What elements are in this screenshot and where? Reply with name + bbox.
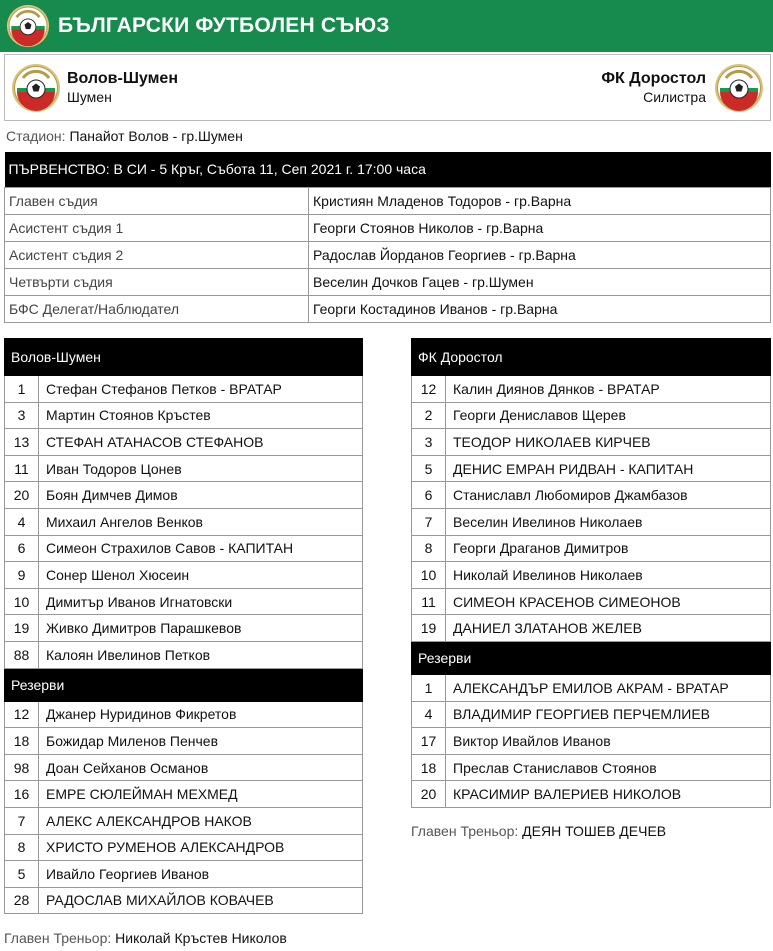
- reserve-row: [5, 701, 363, 728]
- player-name: Мартин Стоянов Кръстев: [39, 402, 363, 429]
- official-role: Асистент съдия 2: [5, 241, 309, 268]
- player-row: [5, 641, 363, 668]
- player-name: СИМЕОН КРАСЕНОВ СИМЕОНОВ: [446, 588, 771, 615]
- player-number: 98: [5, 754, 39, 781]
- reserve-row: [5, 807, 363, 834]
- player-name: Боян Димчев Димов: [39, 482, 363, 509]
- player-name: КРАСИМИР ВАЛЕРИЕВ НИКОЛОВ: [446, 781, 771, 808]
- player-number: 4: [412, 701, 446, 728]
- official-row: [5, 268, 771, 295]
- player-name: ДЕНИС ЕМРАН РИДВАН - КАПИТАН: [446, 455, 771, 482]
- away-squad-table: [411, 338, 771, 808]
- away-team-name: ФК Доростол: [601, 70, 706, 87]
- player-name: Калоян Ивелинов Петков: [39, 641, 363, 668]
- away-coach-label: Главен Треньор:: [411, 823, 519, 839]
- stadium-info: [6, 128, 243, 144]
- player-row: [412, 402, 771, 429]
- reserve-row: [412, 781, 771, 808]
- player-name: РАДОСЛАВ МИХАЙЛОВ КОВАЧЕВ: [39, 887, 363, 914]
- player-name: Джанер Нуридинов Фикретов: [39, 701, 363, 728]
- player-name: Доан Сейханов Османов: [39, 754, 363, 781]
- player-name: Георги Дениславов Щерев: [446, 402, 771, 429]
- player-row: [5, 429, 363, 456]
- player-number: 18: [412, 754, 446, 781]
- away-coach-name: ДЕЯН ТОШЕВ ДЕЧЕВ: [522, 823, 667, 839]
- player-name: Симеон Страхилов Савов - КАПИТАН: [39, 535, 363, 562]
- player-name: Иван Тодоров Цонев: [39, 455, 363, 482]
- player-name: Виктор Ивайлов Иванов: [446, 728, 771, 755]
- player-name: Ивайло Георгиев Иванов: [39, 861, 363, 888]
- official-person: Кристиян Младенов Тодоров - гр.Варна: [309, 187, 771, 214]
- top-banner: [0, 0, 773, 52]
- player-number: 7: [412, 508, 446, 535]
- player-row: [412, 429, 771, 456]
- official-role: Четвърти съдия: [5, 268, 309, 295]
- reserve-row: [412, 674, 771, 701]
- player-name: Веселин Ивелинов Николаев: [446, 508, 771, 535]
- match-header: [4, 54, 771, 121]
- player-row: [412, 535, 771, 562]
- player-row: [412, 455, 771, 482]
- official-role: Главен съдия: [5, 187, 309, 214]
- player-number: 12: [5, 701, 39, 728]
- player-name: ДАНИЕЛ ЗЛАТАНОВ ЖЕЛЕВ: [446, 615, 771, 642]
- championship-row: [5, 152, 771, 187]
- player-row: [5, 535, 363, 562]
- player-number: 11: [5, 455, 39, 482]
- player-number: 6: [5, 535, 39, 562]
- squad-title: ФК Доростол: [412, 339, 771, 376]
- player-row: [412, 588, 771, 615]
- squad-title: Волов-Шумен: [5, 339, 363, 376]
- official-role: Асистент съдия 1: [5, 214, 309, 241]
- reserve-row: [5, 834, 363, 861]
- player-number: 16: [5, 781, 39, 808]
- home-coach-label: Главен Треньор:: [4, 930, 112, 946]
- official-person: Веселин Дочков Гацев - гр.Шумен: [309, 268, 771, 295]
- stadium-label: Стадион:: [6, 128, 66, 144]
- bfs-crest-icon: [6, 4, 50, 48]
- home-coach-name: Николай Кръстев Николов: [115, 930, 287, 946]
- player-name: Станиславл Любомиров Джамбазов: [446, 482, 771, 509]
- official-row: [5, 241, 771, 268]
- player-row: [5, 615, 363, 642]
- player-number: 10: [5, 588, 39, 615]
- player-name: ТЕОДОР НИКОЛАЕВ КИРЧЕВ: [446, 429, 771, 456]
- player-number: 3: [412, 429, 446, 456]
- reserves-header: [412, 641, 771, 674]
- reserve-row: [5, 781, 363, 808]
- reserve-row: [412, 728, 771, 755]
- player-number: 19: [412, 615, 446, 642]
- player-name: Живко Димитров Парашкевов: [39, 615, 363, 642]
- player-row: [412, 562, 771, 589]
- player-number: 8: [5, 834, 39, 861]
- reserves-label: Резерви: [412, 641, 771, 674]
- player-name: Георги Драганов Димитров: [446, 535, 771, 562]
- player-row: [412, 615, 771, 642]
- player-row: [5, 455, 363, 482]
- player-row: [5, 402, 363, 429]
- player-number: 5: [412, 455, 446, 482]
- player-row: [5, 376, 363, 403]
- player-name: ЕМРЕ СЮЛЕЙМАН МЕХМЕД: [39, 781, 363, 808]
- player-name: ХРИСТО РУМЕНОВ АЛЕКСАНДРОВ: [39, 834, 363, 861]
- player-name: Сонер Шенол Хюсеин: [39, 562, 363, 589]
- home-team-crest-icon: [11, 63, 61, 113]
- official-person: Георги Стоянов Николов - гр.Варна: [309, 214, 771, 241]
- player-number: 6: [412, 482, 446, 509]
- player-name: Калин Диянов Дянков - ВРАТАР: [446, 376, 771, 403]
- away-coach: [411, 823, 666, 839]
- official-row: [5, 214, 771, 241]
- player-number: 19: [5, 615, 39, 642]
- player-row: [5, 562, 363, 589]
- player-name: Михаил Ангелов Венков: [39, 508, 363, 535]
- player-row: [5, 482, 363, 509]
- reserves-header: [5, 668, 363, 701]
- player-number: 5: [5, 861, 39, 888]
- player-name: ВЛАДИМИР ГЕОРГИЕВ ПЕРЧЕМЛИЕВ: [446, 701, 771, 728]
- reserve-row: [412, 701, 771, 728]
- player-row: [412, 482, 771, 509]
- reserve-row: [5, 728, 363, 755]
- reserve-row: [412, 754, 771, 781]
- away-team-crest-icon: [714, 63, 764, 113]
- player-row: [412, 376, 771, 403]
- official-row: [5, 295, 771, 322]
- reserve-row: [5, 887, 363, 914]
- player-number: 1: [412, 674, 446, 701]
- player-name: Стефан Стефанов Петков - ВРАТАР: [39, 376, 363, 403]
- player-name: СТЕФАН АТАНАСОВ СТЕФАНОВ: [39, 429, 363, 456]
- player-name: Николай Ивелинов Николаев: [446, 562, 771, 589]
- home-team-city: Шумен: [67, 89, 112, 105]
- player-row: [412, 508, 771, 535]
- home-coach: [4, 930, 287, 946]
- home-team-name: Волов-Шумен: [67, 70, 178, 87]
- home-squad-table: [4, 338, 363, 914]
- player-number: 13: [5, 429, 39, 456]
- player-number: 12: [412, 376, 446, 403]
- player-number: 7: [5, 807, 39, 834]
- championship-value: В СИ - 5 Кръг, Събота 11, Сеп 2021 г. 17:00 часа: [113, 161, 426, 178]
- player-number: 11: [412, 588, 446, 615]
- player-number: 3: [5, 402, 39, 429]
- official-row: [5, 187, 771, 214]
- away-team[interactable]: [601, 63, 770, 113]
- reserves-label: Резерви: [5, 668, 363, 701]
- player-number: 20: [5, 482, 39, 509]
- player-name: Божидар Миленов Пенчев: [39, 728, 363, 755]
- player-name: Преслав Станиславов Стоянов: [446, 754, 771, 781]
- reserve-row: [5, 861, 363, 888]
- player-number: 28: [5, 887, 39, 914]
- player-name: АЛЕКС АЛЕКСАНДРОВ НАКОВ: [39, 807, 363, 834]
- player-row: [5, 508, 363, 535]
- official-person: Георги Костадинов Иванов - гр.Варна: [309, 295, 771, 322]
- player-row: [5, 588, 363, 615]
- player-number: 1: [5, 376, 39, 403]
- player-number: 20: [412, 781, 446, 808]
- squad-header: [412, 339, 771, 376]
- player-number: 8: [412, 535, 446, 562]
- player-number: 17: [412, 728, 446, 755]
- championship-label: ПЪРВЕНСТВО:: [8, 161, 110, 178]
- player-number: 18: [5, 728, 39, 755]
- player-number: 88: [5, 641, 39, 668]
- away-team-city: Силистра: [643, 89, 706, 105]
- reserve-row: [5, 754, 363, 781]
- official-role: БФС Делегат/Наблюдател: [5, 295, 309, 322]
- player-number: 9: [5, 562, 39, 589]
- squad-header: [5, 339, 363, 376]
- player-name: АЛЕКСАНДЪР ЕМИЛОВ АКРАМ - ВРАТАР: [446, 674, 771, 701]
- player-number: 4: [5, 508, 39, 535]
- officials-table: [4, 152, 771, 323]
- player-number: 2: [412, 402, 446, 429]
- player-number: 10: [412, 562, 446, 589]
- player-name: Димитър Иванов Игнатовски: [39, 588, 363, 615]
- home-team[interactable]: [5, 63, 178, 113]
- stadium-value: Панайот Волов - гр.Шумен: [69, 128, 243, 144]
- banner-title: БЪЛГАРСКИ ФУТБОЛЕН СЪЮЗ: [58, 14, 390, 37]
- official-person: Радослав Йорданов Георгиев - гр.Варна: [309, 241, 771, 268]
